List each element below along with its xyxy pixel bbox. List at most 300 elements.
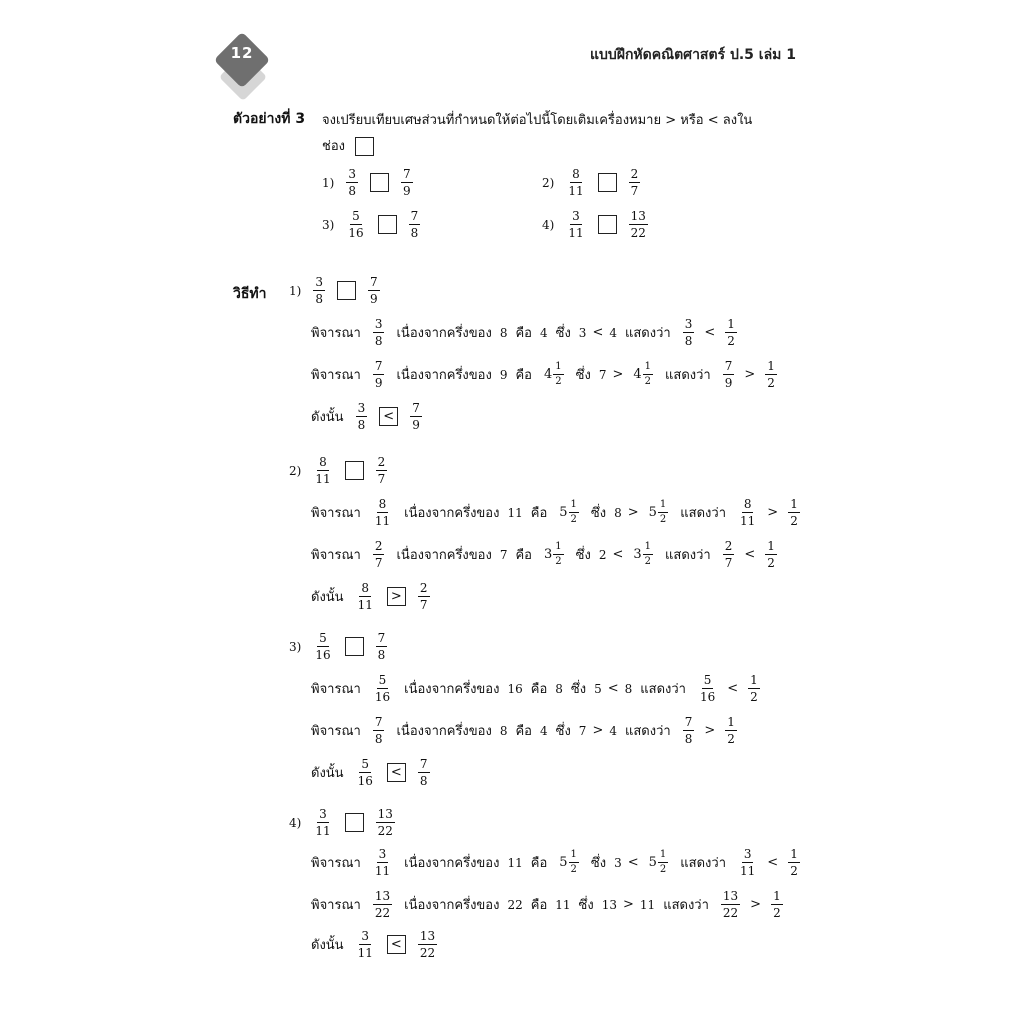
one-half-fraction: [771, 890, 783, 919]
fraction-denominator: 2: [773, 906, 781, 920]
fraction-denominator: 16: [348, 226, 364, 240]
fraction-b: [418, 758, 430, 787]
solution-problem-4: [289, 808, 399, 837]
consider-word: พิจารณา: [311, 898, 361, 913]
therefore-word: ดังนั้น: [311, 766, 344, 781]
solution-label: วิธีทำ: [233, 286, 267, 302]
is-word: คือ: [515, 368, 532, 383]
solution-problem-2: [289, 456, 391, 485]
fraction-numerator: 1: [767, 359, 775, 373]
conclusion-line-1: [311, 402, 426, 431]
shows-word: แสดงว่า: [663, 898, 709, 913]
since-half-of-word: เนื่องจากครึ่งของ: [396, 548, 492, 563]
problem-index: 4): [542, 217, 555, 232]
fraction-numerator: 1: [658, 500, 668, 513]
fraction-denominator: 2: [750, 690, 758, 704]
which-word: ซึ่ง: [590, 506, 607, 521]
problem-index: 2): [289, 463, 302, 478]
one-half-fraction: [725, 716, 737, 745]
relation-sign: >: [750, 897, 762, 912]
fraction-denominator: 22: [722, 906, 739, 920]
fraction-denominator: 2: [555, 376, 562, 387]
fraction-numerator: 8: [743, 497, 752, 511]
mixed-fraction: [643, 542, 653, 567]
page-number: 12: [230, 44, 254, 62]
fraction-numerator: 8: [378, 497, 387, 511]
numerator-value: 5: [594, 681, 602, 696]
fraction-denominator: 8: [348, 184, 356, 198]
fraction-denominator: 8: [377, 648, 386, 662]
half-value: [559, 850, 579, 875]
solution-problem-1: [289, 276, 384, 305]
instruction-line-2: [322, 134, 792, 160]
fraction-numerator: 3: [378, 847, 387, 861]
answer-box: <: [387, 935, 406, 954]
fraction-denominator: 22: [377, 824, 393, 838]
fraction-numerator: 1: [727, 317, 735, 331]
since-half-of-word: เนื่องจากครึ่งของ: [404, 682, 500, 697]
mixed-whole: 5: [648, 505, 657, 520]
half-value-compare: 8: [624, 681, 633, 696]
fraction-numerator: 7: [402, 167, 411, 181]
since-half-of-word: เนื่องจากครึ่งของ: [396, 326, 492, 341]
fraction-denominator: 9: [412, 418, 420, 432]
fraction-denominator: 7: [630, 184, 639, 198]
fraction-numerator: 7: [419, 757, 428, 771]
considered-fraction: [373, 848, 392, 877]
problem-index: 3): [322, 217, 335, 232]
mixed-fraction: [553, 362, 563, 387]
fraction-b: [629, 210, 648, 239]
consider-word: พิจารณา: [311, 368, 361, 383]
is-word: คือ: [530, 506, 548, 521]
numerator-value: 8: [614, 505, 622, 520]
conclusion-line-3: [311, 758, 434, 787]
one-half-fraction: [765, 540, 777, 569]
example-problem-3: [322, 210, 424, 239]
fraction-denominator: 2: [790, 514, 798, 528]
fraction-numerator: 1: [643, 362, 653, 375]
comparison-sign: <: [607, 681, 619, 696]
mixed-whole: 3: [543, 547, 553, 562]
fraction-numerator: 3: [572, 209, 580, 223]
fraction-denominator: 9: [724, 376, 733, 390]
therefore-word: ดังนั้น: [311, 590, 344, 605]
result-fraction: [721, 890, 740, 919]
fraction-denominator: 16: [374, 690, 391, 704]
consider-line-4-2: [311, 890, 787, 919]
example-problem-2: [542, 168, 644, 197]
result-fraction: [683, 318, 695, 347]
fraction-numerator: 3: [374, 317, 383, 331]
fraction-denominator: 8: [684, 334, 693, 348]
denominator-value: 16: [507, 681, 523, 696]
result-fraction: [683, 716, 695, 745]
fraction-numerator: 1: [790, 847, 798, 861]
fraction-denominator: 11: [740, 514, 756, 528]
fraction-numerator: 5: [361, 757, 370, 771]
fraction-denominator: 11: [315, 824, 331, 838]
fraction-denominator: 8: [410, 226, 419, 240]
fraction-denominator: 7: [419, 598, 428, 612]
therefore-word: ดังนั้น: [311, 410, 344, 425]
one-half-fraction: [788, 498, 800, 527]
fraction-denominator: 2: [767, 556, 775, 570]
fraction-numerator: 3: [348, 167, 356, 181]
is-word: คือ: [515, 326, 532, 341]
fraction-denominator: 2: [644, 376, 652, 387]
consider-line-1-1: [311, 318, 741, 347]
consider-line-2-1: [311, 498, 804, 527]
answer-box: <: [379, 407, 398, 426]
fraction-denominator: 2: [659, 864, 667, 875]
fraction-b: [409, 210, 421, 239]
relation-sign: >: [704, 723, 716, 738]
fraction-denominator: 8: [315, 292, 323, 306]
comparison-sign: >: [592, 723, 604, 738]
problem-index: 3): [289, 639, 302, 654]
fraction-denominator: 11: [740, 864, 756, 878]
fraction-numerator: 1: [727, 715, 735, 729]
relation-sign: >: [744, 367, 756, 382]
fraction-numerator: 1: [569, 850, 579, 863]
numerator-value: 3: [614, 855, 622, 870]
is-word: คือ: [530, 856, 548, 871]
one-half-fraction: [748, 674, 760, 703]
comparison-sign: <: [592, 325, 604, 340]
consider-word: พิจารณา: [311, 856, 361, 871]
fraction-numerator: 3: [319, 807, 327, 821]
conclusion-line-4: [311, 930, 441, 959]
denominator-value: 9: [499, 367, 508, 382]
empty-answer-box: [355, 137, 374, 156]
fraction-b: [418, 930, 437, 959]
fraction-numerator: 1: [790, 497, 798, 511]
which-word: ซึ่ง: [575, 548, 591, 563]
numerator-value: 7: [598, 367, 607, 382]
half-value: 11: [555, 897, 571, 912]
half-value: 8: [555, 681, 563, 696]
numerator-value: 7: [578, 723, 587, 738]
fraction-b: [410, 402, 422, 431]
fraction-numerator: 1: [750, 673, 758, 687]
since-half-of-word: เนื่องจากครึ่งของ: [404, 856, 500, 871]
half-value-compare: [633, 542, 653, 567]
fraction-numerator: 8: [572, 167, 580, 181]
mixed-fraction: [643, 362, 653, 387]
half-value: 4: [539, 723, 548, 738]
fraction-denominator: 2: [570, 514, 577, 525]
fraction-denominator: 8: [684, 732, 693, 746]
fraction-numerator: 5: [378, 673, 387, 687]
mixed-whole: 5: [648, 855, 657, 870]
fraction-numerator: 3: [743, 847, 752, 861]
result-fraction: [698, 674, 717, 703]
denominator-value: 11: [507, 505, 523, 520]
fraction-b: [401, 168, 413, 197]
considered-fraction: [373, 540, 385, 569]
consider-line-4-1: [311, 848, 804, 877]
fraction-numerator: 7: [412, 401, 420, 415]
denominator-value: 22: [507, 897, 523, 912]
shows-word: แสดงว่า: [665, 368, 711, 383]
since-half-of-word: เนื่องจากครึ่งของ: [404, 506, 500, 521]
empty-answer-box: [345, 637, 364, 656]
fraction-denominator: 9: [374, 376, 383, 390]
shows-word: แสดงว่า: [665, 548, 711, 563]
fraction-denominator: 22: [630, 226, 646, 240]
example-label: ตัวอย่างที่ 3: [233, 111, 306, 127]
fraction-numerator: 2: [377, 455, 386, 469]
mixed-fraction: [569, 500, 579, 525]
consider-word: พิจารณา: [311, 326, 361, 341]
considered-fraction: [373, 498, 392, 527]
which-word: ซึ่ง: [575, 368, 591, 383]
considered-fraction: [373, 360, 385, 389]
which-word: ซึ่ง: [578, 898, 594, 913]
fraction-a: [346, 168, 358, 197]
half-value: [559, 500, 579, 525]
fraction-numerator: 7: [377, 631, 386, 645]
shows-word: แสดงว่า: [680, 506, 726, 521]
relation-sign: >: [767, 505, 779, 520]
considered-fraction: [373, 716, 385, 745]
denominator-value: 7: [499, 547, 508, 562]
fraction-numerator: 2: [724, 539, 733, 553]
denominator-value: 11: [507, 855, 523, 870]
relation-sign: <: [727, 681, 739, 696]
empty-answer-box: [345, 461, 364, 480]
problem-index: 2): [542, 175, 555, 190]
instruction-line-1: จงเปรียบเทียบเศษส่วนที่กำหนดให้ต่อไปนี้โดยเติมเครื่องหมาย > หรือ < ลงใน: [322, 113, 753, 128]
solution-problem-3: [289, 632, 391, 661]
problem-index: 1): [322, 175, 335, 190]
fraction-numerator: 1: [773, 889, 781, 903]
fraction-denominator: 7: [374, 556, 383, 570]
answer-box: <: [387, 763, 406, 782]
fraction-numerator: 5: [703, 673, 712, 687]
fraction-denominator: 11: [374, 514, 391, 528]
since-half-of-word: เนื่องจากครึ่งของ: [404, 898, 500, 913]
half-value-compare: 11: [639, 897, 656, 912]
fraction-denominator: 11: [568, 184, 584, 198]
conclusion-line-2: [311, 582, 434, 611]
shows-word: แสดงว่า: [624, 326, 671, 341]
is-word: คือ: [530, 682, 548, 697]
half-value: [544, 362, 564, 387]
fraction-denominator: 16: [315, 648, 331, 662]
fraction-numerator: 5: [352, 209, 360, 223]
answer-box: >: [387, 587, 406, 606]
empty-answer-box: [370, 173, 389, 192]
mixed-fraction: [658, 500, 668, 525]
result-fraction: [723, 540, 735, 569]
comparison-sign: <: [612, 547, 624, 562]
comparison-sign: >: [627, 505, 639, 520]
half-value-compare: 4: [609, 325, 617, 340]
instruction-line-2-text: ช่อง: [322, 139, 345, 154]
fraction-numerator: 7: [684, 715, 693, 729]
fraction-denominator: 16: [699, 690, 716, 704]
fraction-numerator: 8: [319, 455, 327, 469]
fraction-numerator: 13: [377, 807, 393, 821]
example-problem-4: [542, 210, 652, 239]
fraction-b: [376, 808, 395, 837]
fraction-denominator: 8: [357, 418, 366, 432]
fraction-denominator: 9: [402, 184, 411, 198]
result-fraction: [738, 848, 757, 877]
fraction-denominator: 8: [419, 774, 428, 788]
relation-sign: <: [744, 547, 756, 562]
example-instruction: [322, 108, 792, 160]
fraction-numerator: 13: [374, 889, 391, 903]
fraction-numerator: 7: [374, 359, 383, 373]
relation-sign: <: [704, 325, 716, 340]
fraction-numerator: 3: [684, 317, 693, 331]
fraction-denominator: 2: [659, 514, 667, 525]
shows-word: แสดงว่า: [640, 682, 686, 697]
fraction-denominator: 11: [568, 226, 584, 240]
fraction-numerator: 3: [361, 929, 370, 943]
fraction-a: [356, 930, 375, 959]
fraction-denominator: 22: [374, 906, 391, 920]
numerator-value: 13: [601, 897, 617, 912]
fraction-denominator: 11: [357, 946, 373, 960]
fraction-a: [566, 210, 585, 239]
fraction-denominator: 16: [357, 774, 373, 788]
fraction-numerator: 2: [419, 581, 428, 595]
fraction-numerator: 1: [658, 850, 668, 863]
comparison-sign: >: [612, 367, 624, 382]
which-word: ซึ่ง: [590, 856, 607, 871]
mixed-whole: 5: [559, 505, 568, 520]
fraction-numerator: 1: [767, 539, 775, 553]
fraction-a: [313, 632, 332, 661]
result-fraction: [738, 498, 757, 527]
fraction-denominator: 11: [374, 864, 391, 878]
numerator-value: 2: [598, 547, 607, 562]
consider-line-2-2: [311, 540, 781, 569]
considered-fraction: [373, 674, 392, 703]
fraction-denominator: 2: [644, 556, 652, 567]
fraction-numerator: 3: [357, 401, 366, 415]
mixed-fraction: [658, 850, 668, 875]
is-word: คือ: [515, 548, 532, 563]
consider-word: พิจารณา: [311, 682, 361, 697]
fraction-a: [356, 582, 375, 611]
is-word: คือ: [515, 724, 532, 739]
half-value-compare: [649, 500, 669, 525]
fraction-numerator: 3: [315, 275, 323, 289]
which-word: ซึ่ง: [555, 326, 571, 341]
fraction-b: [629, 168, 641, 197]
mixed-whole: 3: [633, 547, 642, 562]
fraction-numerator: 7: [724, 359, 733, 373]
result-fraction: [723, 360, 735, 389]
fraction-denominator: 7: [377, 472, 386, 486]
book-title: แบบฝึกหัดคณิตศาสตร์ ป.5 เล่ม 1: [589, 47, 796, 63]
fraction-a: [566, 168, 585, 197]
fraction-denominator: 2: [727, 732, 735, 746]
fraction-denominator: 9: [369, 292, 378, 306]
half-value-compare: 4: [609, 723, 617, 738]
fraction-denominator: 8: [374, 732, 383, 746]
consider-line-1-2: [311, 360, 781, 389]
therefore-word: ดังนั้น: [311, 938, 344, 953]
relation-sign: <: [767, 855, 779, 870]
half-value-compare: [633, 362, 653, 387]
which-word: ซึ่ง: [570, 682, 587, 697]
numerator-value: 3: [578, 325, 587, 340]
one-half-fraction: [725, 318, 737, 347]
shows-word: แสดงว่า: [680, 856, 726, 871]
fraction-numerator: 7: [369, 275, 378, 289]
denominator-value: 8: [499, 325, 508, 340]
consider-word: พิจารณา: [311, 506, 361, 521]
fraction-numerator: 13: [419, 929, 436, 943]
empty-answer-box: [598, 173, 617, 192]
fraction-denominator: 2: [555, 556, 562, 567]
fraction-a: [346, 210, 365, 239]
empty-answer-box: [337, 281, 356, 300]
one-half-fraction: [765, 360, 777, 389]
consider-word: พิจารณา: [311, 724, 361, 739]
fraction-numerator: 2: [374, 539, 383, 553]
half-value: [544, 542, 564, 567]
mixed-fraction: [553, 542, 563, 567]
fraction-numerator: 7: [374, 715, 383, 729]
fraction-numerator: 1: [643, 542, 653, 555]
mixed-whole: 4: [543, 367, 553, 382]
empty-answer-box: [598, 215, 617, 234]
comparison-sign: <: [627, 855, 639, 870]
fraction-numerator: 1: [553, 542, 563, 555]
fraction-a: [313, 456, 332, 485]
consider-line-3-1: [311, 674, 764, 703]
since-half-of-word: เนื่องจากครึ่งของ: [396, 724, 492, 739]
fraction-b: [376, 632, 388, 661]
problem-index: 4): [289, 815, 302, 830]
one-half-fraction: [788, 848, 800, 877]
fraction-numerator: 1: [569, 500, 579, 513]
fraction-b: [376, 456, 388, 485]
mixed-whole: 4: [633, 367, 642, 382]
fraction-denominator: 7: [724, 556, 733, 570]
which-word: ซึ่ง: [555, 724, 571, 739]
fraction-a: [356, 758, 375, 787]
fraction-a: [356, 402, 368, 431]
fraction-numerator: 7: [410, 209, 419, 223]
half-value: 4: [539, 325, 548, 340]
fraction-a: [313, 276, 325, 305]
fraction-denominator: 11: [315, 472, 331, 486]
consider-word: พิจารณา: [311, 548, 361, 563]
fraction-denominator: 2: [767, 376, 775, 390]
fraction-b: [368, 276, 380, 305]
empty-answer-box: [378, 215, 397, 234]
fraction-denominator: 11: [357, 598, 373, 612]
consider-line-3-2: [311, 716, 741, 745]
fraction-numerator: 13: [722, 889, 739, 903]
mixed-fraction: [569, 850, 579, 875]
empty-answer-box: [345, 813, 364, 832]
fraction-denominator: 22: [419, 946, 436, 960]
fraction-b: [418, 582, 430, 611]
fraction-a: [313, 808, 332, 837]
since-half-of-word: เนื่องจากครึ่งของ: [396, 368, 492, 383]
fraction-denominator: 8: [374, 334, 383, 348]
problem-index: 1): [289, 283, 302, 298]
